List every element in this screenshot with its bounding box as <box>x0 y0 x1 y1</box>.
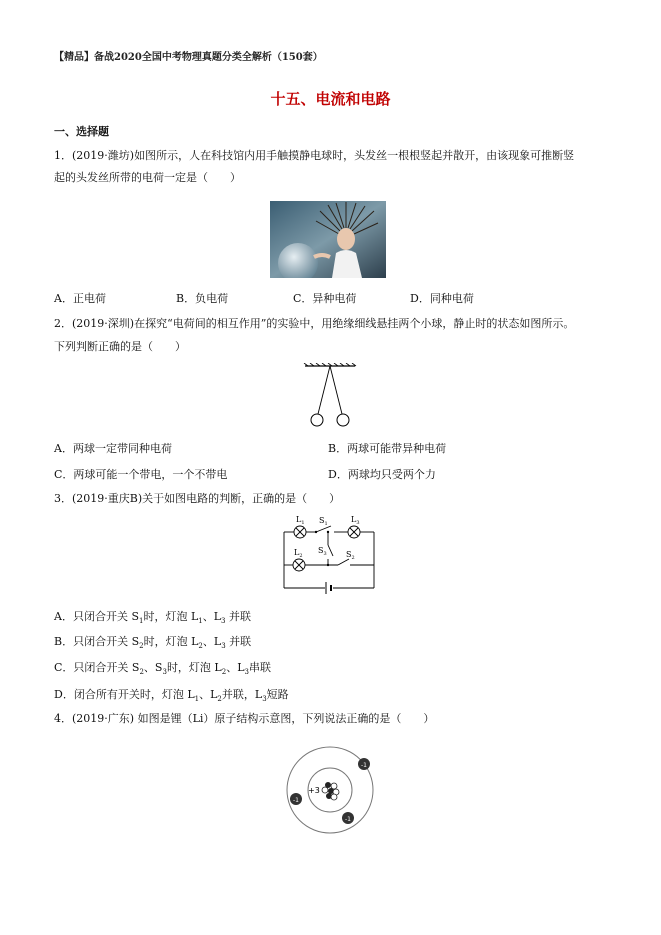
electron-3 <box>342 812 354 824</box>
q1-text-line2: 起的头发丝所带的电荷一定是（ ） <box>54 171 241 184</box>
label-l3: $L_3$ <box>351 515 360 526</box>
lamp-l3 <box>348 526 360 538</box>
electron-1 <box>358 758 370 770</box>
q1-option-a: A．正电荷 <box>54 292 106 305</box>
lamp-l1 <box>294 526 306 538</box>
q2-option-d: D．两球均只受两个力 <box>328 468 436 481</box>
q2-text-line1: 2．(2019·深圳)在探究“电荷间的相互作用”的实验中，用绝缘细线悬挂两个小球，静止时的状态如图所示。 <box>54 317 575 330</box>
label-s1: $S_1$ <box>319 516 328 527</box>
q1-option-d: D．同种电荷 <box>410 292 474 305</box>
section-heading: 一、选择题 <box>54 125 109 138</box>
q3-option-b: B．只闭合开关 $S_2$时，灯泡 $L_2$、$L_3$ 并联 <box>54 635 252 651</box>
circuit-diagram <box>278 513 380 595</box>
svg-text:-1: -1 <box>361 762 367 769</box>
lithium-atom-diagram <box>278 746 386 850</box>
q2-option-a: A．两球一定带同种电荷 <box>54 442 172 455</box>
svg-text:-1: -1 <box>345 816 351 823</box>
lamp-l2 <box>293 559 305 571</box>
static-electricity-photo <box>270 201 386 278</box>
q4-text-line1: 4．(2019·广东) 如图是锂（Li）原子结构示意图，下列说法正确的是（ ） <box>54 712 435 725</box>
q3-text-line1: 3．(2019·重庆B)关于如图电路的判断，正确的是（ ） <box>54 492 341 505</box>
page-header: 【精品】备战2020全国中考物理真题分类全解析（150套） <box>54 52 323 63</box>
q1-text-line1: 1．(2019·潍坊)如图所示，人在科技馆内用手触摸静电球时，头发丝一根根竖起并散开，由该现象可推断竖 <box>54 149 575 162</box>
q2-option-c: C．两球可能一个带电，一个不带电 <box>54 468 228 481</box>
q1-option-c: C．异种电荷 <box>293 292 357 305</box>
q2-text-line2: 下列判断正确的是（ ） <box>54 340 186 353</box>
q3-option-c: C．只闭合开关 $S_2$、$S_3$时，灯泡 $L_2$、$L_3$串联 <box>54 661 271 677</box>
electron-2 <box>290 793 302 805</box>
hanging-balls-diagram <box>300 363 360 429</box>
nucleus-charge-label: +3 <box>308 786 320 795</box>
svg-text:-1: -1 <box>293 797 299 804</box>
q1-option-b: B．负电荷 <box>176 292 229 305</box>
q3-option-a: A．只闭合开关 $S_1$时，灯泡 $L_1$、$L_3$ 并联 <box>54 610 252 626</box>
q2-option-b: B．两球可能带异种电荷 <box>328 442 447 455</box>
label-s2: $S_2$ <box>346 550 355 561</box>
label-s3: $S_3$ <box>318 546 327 557</box>
nucleus <box>322 782 339 800</box>
label-l1: $L_1$ <box>296 515 305 526</box>
q3-option-d: D．闭合所有开关时，灯泡 $L_1$、$L_2$并联，$L_3$短路 <box>54 688 289 704</box>
label-l2: $L_2$ <box>294 548 303 559</box>
chapter-title: 十五、电流和电路 <box>270 90 391 108</box>
